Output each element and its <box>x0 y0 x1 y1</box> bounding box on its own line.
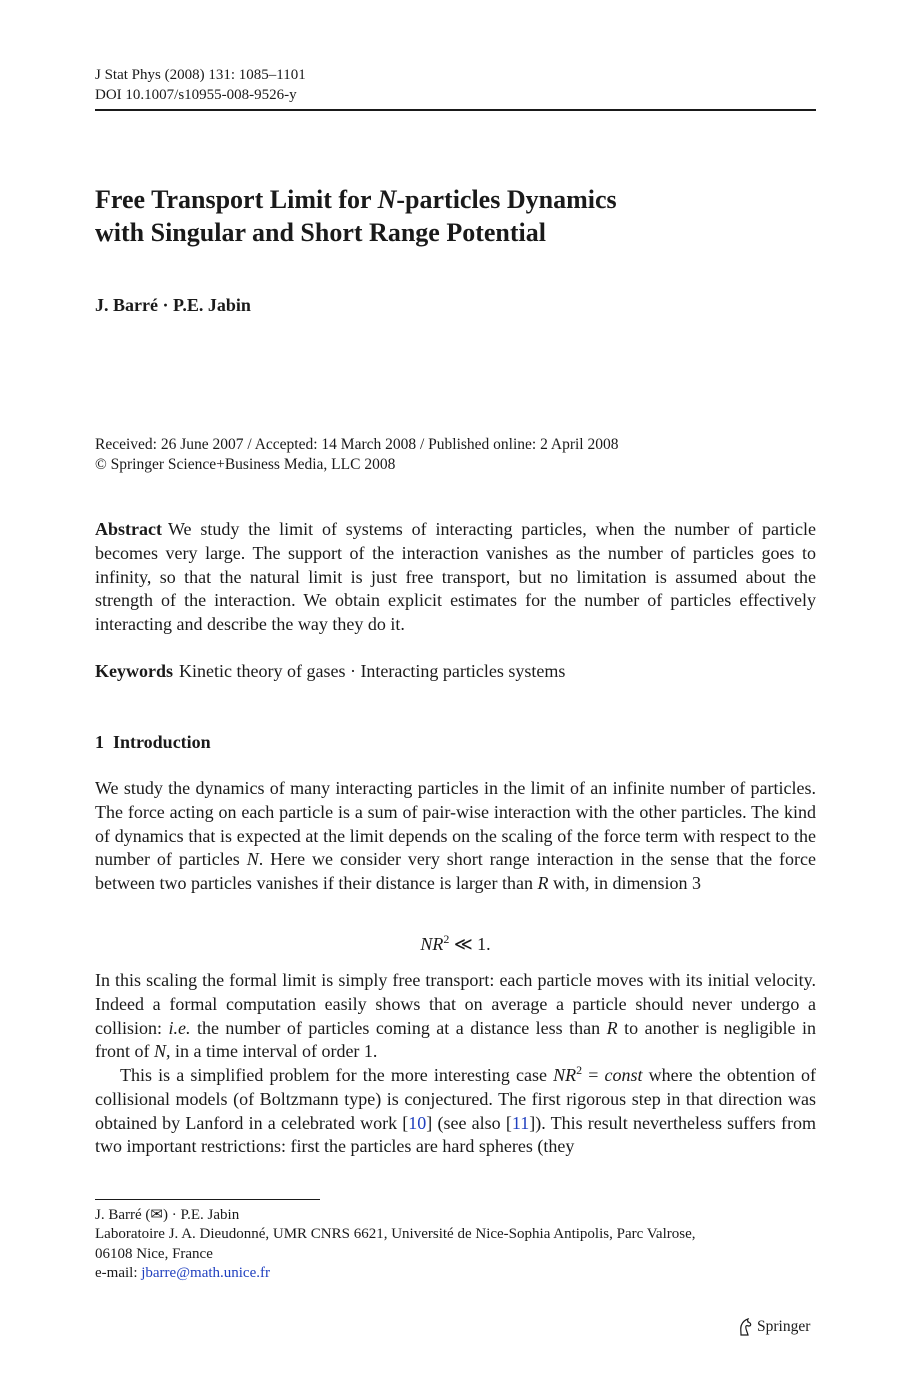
footnote-address: 06108 Nice, France <box>95 1245 213 1262</box>
intro-paragraph-3: This is a simplified problem for the more interesting case $NR^2$ = const where the obtention of collisional models (of Boltzmann type) is conjectured. The first rigorous step in that direction was obtained by Lanford in a celebrated work [10] (see also [11]). This result nevertheless suffers from two important restrictions: first the particles are hard spheres (they <box>95 1062 816 1157</box>
paper-title: Free Transport Limit for N-particles Dynamics with Singular and Short Range Potential <box>95 185 617 247</box>
intro-paragraph-1: We study the dynamics of many interacting particles in the limit of an infinite number of particles. The force acting on each particle is a sum of pair-wise interaction with the other particles. The kind of dynamics that is expected at the limit depends on the scaling of the force term with respect to the number of particles N. Here we consider very short range interaction in the sense that the force between two particles vanishes if their distance is larger than R with, in dimension 3 <box>95 778 816 894</box>
springer-horse-icon <box>737 1318 753 1336</box>
equation-scaling: $NR^2$ ≪ 1. <box>420 931 491 954</box>
publisher-name: Springer <box>757 1318 811 1335</box>
received-accepted: Received: 26 June 2007 / Accepted: 14 March 2008 / Published online: 2 April 2008 <box>95 436 619 453</box>
author-footnote <box>95 1206 816 1283</box>
footnote-rule <box>95 1199 320 1200</box>
abstract <box>95 518 816 637</box>
publication-dates <box>95 435 618 474</box>
intro-paragraph-2: In this scaling the formal limit is simply free transport: each particle moves with its initial velocity. Indeed a formal computation easily shows that on average a particle should never undergo a collision: i.e. the number of particles coming at a distance less than R to another is negligible in front of N, in a time interval of order 1. <box>95 970 817 1062</box>
doi: DOI 10.1007/s10955-008-9526-y <box>95 86 297 103</box>
copyright: © Springer Science+Business Media, LLC 2008 <box>95 455 396 473</box>
publisher-mark <box>737 1316 810 1338</box>
keywords-text: Kinetic theory of gases · Interacting particles systems <box>179 661 566 681</box>
footnote-authors: J. Barré (✉) · P.E. Jabin <box>95 1207 240 1223</box>
citation-link-10[interactable]: 10 <box>408 1112 427 1133</box>
section-heading: 1 Introduction <box>95 732 211 752</box>
email-link[interactable]: jbarre@math.unice.fr <box>141 1264 270 1281</box>
abstract-text: We study the limit of systems of interacting particles, when the number of particle becomes very large. The support of the interaction vanishes as the number of particles goes to infinity, so that the natural limit is just free transport, but no limitation is assumed about the strength of the interaction. We obtain explicit estimates for the number of particles effectively interacting and describe the way they do it. <box>95 519 816 635</box>
footnote-email-line: e-mail: jbarre@math.unice.fr <box>95 1264 270 1281</box>
footnote-affiliation: Laboratoire J. A. Dieudonné, UMR CNRS 6621, Université de Nice-Sophia Antipolis, Parc Valrose, <box>95 1226 696 1243</box>
keywords <box>95 660 816 684</box>
header-rule <box>95 109 816 111</box>
keywords-label: Keywords <box>95 661 173 681</box>
journal-header <box>95 66 306 105</box>
author-list: J. Barré · P.E. Jabin <box>95 295 251 315</box>
journal-citation: J Stat Phys (2008) 131: 1085–1101 <box>95 67 306 83</box>
citation-link-11[interactable]: 11 <box>511 1112 530 1133</box>
abstract-label: Abstract <box>95 519 162 539</box>
